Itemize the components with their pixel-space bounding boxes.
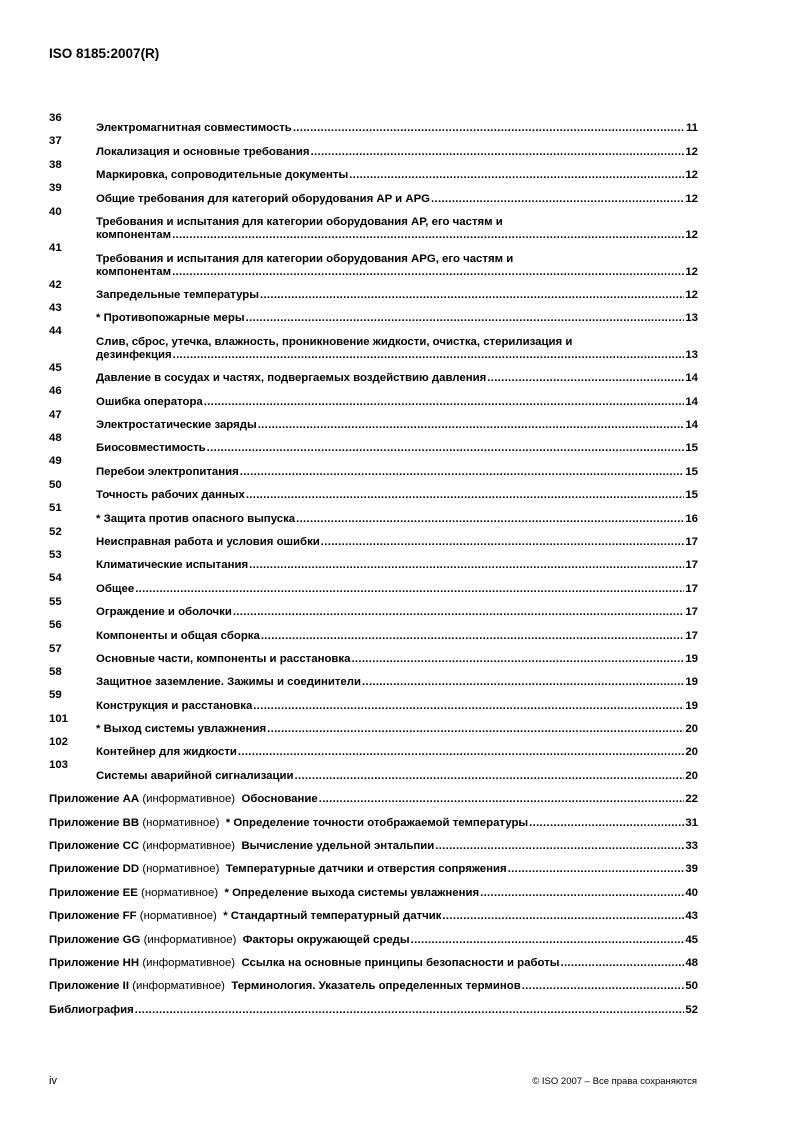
toc-entry-number: 45: [49, 361, 62, 374]
toc-entry-page: 11: [685, 122, 698, 135]
toc-entry-title: * Выход системы увлажнения: [96, 723, 267, 736]
toc-entry[interactable]: [49, 689, 698, 712]
toc-entry[interactable]: [49, 455, 698, 478]
toc-entry-number: 58: [49, 665, 62, 678]
dot-leader: [172, 266, 684, 279]
toc-entry-title: Ошибка оператора: [96, 395, 203, 408]
annex-label: Приложение II: [49, 980, 130, 993]
toc-entry-title: Локализация и основные требования: [96, 145, 310, 158]
dot-leader: [311, 146, 685, 159]
toc-entry-title-line1: Требования и испытания для категории оборудования APG, его частям и: [96, 252, 514, 265]
toc-entry-page: 12: [685, 288, 698, 301]
toc-entry-body: [96, 253, 698, 279]
annex-kind: (нормативное): [142, 816, 220, 829]
annex-title: Факторы окружающей среды: [242, 933, 410, 946]
annex-label: Приложение FF: [49, 910, 137, 923]
annex-kind: (информативное): [142, 840, 236, 853]
toc-entry[interactable]: [49, 643, 698, 666]
dot-leader: [258, 419, 685, 432]
toc-entry-page: 12: [685, 192, 698, 205]
annex-label: Приложение GG: [49, 933, 141, 946]
toc-annex-entry[interactable]: [49, 830, 698, 853]
toc-entry[interactable]: [49, 526, 698, 549]
toc-entry-number: 49: [49, 455, 62, 468]
dot-leader: [508, 863, 685, 876]
toc-entry[interactable]: [49, 409, 698, 432]
toc-entry-body: [96, 559, 698, 572]
toc-entry-body: [96, 536, 698, 549]
toc-entry-body: [96, 146, 698, 159]
toc-entry-page: 12: [685, 145, 698, 158]
toc-entry[interactable]: [49, 479, 698, 502]
toc-entry-title: Неисправная работа и условия ошибки: [96, 535, 320, 548]
bibliography-page: 52: [685, 1003, 698, 1016]
toc-entry[interactable]: [49, 666, 698, 689]
toc-entry-number: 39: [49, 182, 62, 195]
dot-leader: [207, 442, 685, 455]
toc-annex-entry[interactable]: [49, 900, 698, 923]
toc-entry-number: 55: [49, 595, 62, 608]
toc-entry-title: Ограждение и оболочки: [96, 606, 232, 619]
toc-entry-body: [96, 396, 698, 409]
toc-entry-body: [96, 653, 698, 666]
toc-entry-body: [96, 606, 698, 619]
toc-entry-title: Защитное заземление. Зажимы и соединители: [96, 676, 362, 689]
toc-entry-body: [96, 216, 698, 242]
toc-entry-number: 37: [49, 135, 62, 148]
toc-annex-entry[interactable]: [49, 947, 698, 970]
toc-entry-number: 54: [49, 572, 62, 585]
toc-entry-page: 19: [685, 676, 698, 689]
toc-annex-entry[interactable]: [49, 806, 698, 829]
toc-entry-number: 53: [49, 548, 62, 561]
toc-entry-number: 102: [49, 736, 69, 749]
dot-leader: [238, 746, 684, 759]
toc-entry-number: 44: [49, 325, 62, 338]
toc-entry-body: [96, 700, 698, 713]
document-header: ISO 8185:2007(R): [49, 46, 160, 61]
toc-line: [96, 396, 698, 409]
toc-entry-page: 15: [685, 489, 698, 502]
toc-line: [49, 957, 698, 970]
annex-page: 43: [685, 910, 698, 923]
toc-entry-number: 51: [49, 502, 62, 515]
toc-entry-page: 12: [685, 169, 698, 182]
annex-page: 31: [685, 816, 698, 829]
toc-line: [96, 266, 698, 279]
toc-entry-page: 19: [685, 652, 698, 665]
dot-leader: [172, 229, 684, 242]
toc-entry-page: 20: [685, 769, 698, 782]
toc-entry-number: 38: [49, 158, 62, 171]
toc-entry-page: 13: [685, 348, 698, 361]
annex-title: Обоснование: [241, 793, 318, 806]
dot-leader: [260, 289, 684, 302]
dot-leader: [529, 817, 684, 830]
toc-entry[interactable]: [49, 502, 698, 525]
annex-kind: (информативное): [142, 957, 236, 969]
toc-line: [96, 466, 698, 479]
toc-entry-title: Перебои электропитания: [96, 465, 239, 478]
dot-leader: [295, 770, 685, 783]
dot-leader: [411, 934, 685, 947]
toc-entry-page: 19: [685, 699, 698, 712]
toc-entry-title: Точность рабочих данных: [96, 489, 245, 502]
toc-line: [96, 630, 698, 643]
toc-entry-body: [96, 193, 698, 206]
toc-annex-entry[interactable]: [49, 970, 698, 993]
toc-entry[interactable]: [49, 549, 698, 572]
toc-annex-entry[interactable]: [49, 876, 698, 899]
toc-entry-title: * Противопожарные меры: [96, 312, 245, 325]
annex-label: Приложение ЕЕ: [49, 886, 138, 899]
toc-entry-body: [96, 746, 698, 759]
toc-entry-title: Биосовместимость: [96, 442, 206, 455]
toc-entry[interactable]: [49, 325, 698, 362]
toc-line: [96, 489, 698, 502]
annex-title: * Определение выхода системы увлажнения: [224, 886, 480, 899]
dot-leader: [173, 349, 685, 362]
toc-entry-body: [49, 840, 698, 853]
toc-line: [49, 1004, 698, 1017]
annex-label: Приложение DD: [49, 863, 140, 876]
dot-leader: [296, 513, 684, 526]
toc-line: [49, 887, 698, 900]
annex-kind: (нормативное): [139, 910, 217, 923]
annex-label: Приложение СС: [49, 840, 140, 853]
toc-line: [96, 419, 698, 432]
toc-line: [96, 442, 698, 455]
toc-entry-number: 48: [49, 432, 62, 445]
toc-entry-body: [96, 513, 698, 526]
annex-title: Температурные датчики и отверстия сопряжения: [225, 863, 507, 876]
toc-entry-title: Электростатические заряды: [96, 419, 257, 432]
bibliography-title: Библиография: [49, 1003, 134, 1016]
toc-entry-page: 15: [685, 465, 698, 478]
toc-entry-number: 46: [49, 385, 62, 398]
toc-entry-body: [49, 957, 698, 970]
toc-entry-page: 13: [685, 312, 698, 325]
toc-entry-page: 14: [685, 395, 698, 408]
toc-line: [96, 606, 698, 619]
toc-entry-number: 56: [49, 619, 62, 632]
annex-label: Приложение АА: [49, 793, 140, 806]
toc-entry-title: Запредельные температуры: [96, 288, 259, 301]
dot-leader: [561, 957, 685, 970]
toc-entry-title: Маркировка, сопроводительные документы: [96, 169, 349, 182]
toc-entry-number: 42: [49, 278, 62, 291]
toc-entry-body: [96, 122, 698, 135]
dot-leader: [253, 700, 684, 713]
toc-annex-entry[interactable]: [49, 923, 698, 946]
toc-entry-number: 59: [49, 689, 62, 702]
toc-entry-title: Конструкция и расстановка: [96, 699, 253, 712]
annex-label: Приложение НН: [49, 957, 140, 969]
toc-entry-number: 41: [49, 242, 62, 255]
toc-entry-body: [96, 336, 698, 362]
toc-entry[interactable]: [49, 736, 698, 759]
toc-entry-title: * Защита против опасного выпуска: [96, 512, 296, 525]
toc-entry-body: [96, 372, 698, 385]
toc-entry[interactable]: [49, 279, 698, 302]
toc-entry-title: Общие требования для категорий оборудования AP и APG: [96, 192, 431, 205]
dot-leader: [319, 793, 685, 806]
toc-line: [96, 122, 698, 135]
toc-line: [49, 840, 698, 853]
toc-entry-title: Контейнер для жидкости: [96, 746, 237, 759]
toc-entry-body: [96, 169, 698, 182]
toc-line: [96, 583, 698, 596]
dot-leader: [442, 910, 684, 923]
toc-entry[interactable]: [49, 362, 698, 385]
annex-page: 50: [685, 980, 698, 993]
toc-entry-body: [96, 770, 698, 783]
toc-entry[interactable]: [49, 112, 698, 135]
toc-line: [96, 653, 698, 666]
annex-kind: (нормативное): [141, 886, 219, 899]
toc-entry-page: 17: [685, 535, 698, 548]
annex-kind: (информативное): [143, 933, 237, 946]
toc-entry-number: 57: [49, 642, 62, 655]
toc-line: [49, 980, 698, 993]
toc-line: [96, 536, 698, 549]
dot-leader: [435, 840, 684, 853]
annex-page: 40: [685, 886, 698, 899]
toc-line: [96, 746, 698, 759]
toc-line: [49, 817, 698, 830]
toc-entry-page: 17: [685, 582, 698, 595]
toc-entry-body: [49, 1004, 698, 1017]
copyright-notice: © ISO 2007 – Все права сохраняются: [532, 1076, 697, 1087]
toc-entry-title: Общее: [96, 582, 135, 595]
dot-leader: [362, 676, 684, 689]
annex-label: Приложение ВВ: [49, 816, 140, 829]
dot-leader: [487, 372, 684, 385]
toc-entry-title: Компоненты и общая сборка: [96, 629, 260, 642]
toc-entry[interactable]: [49, 182, 698, 205]
dot-leader: [267, 723, 684, 736]
toc-annex-entry[interactable]: [49, 853, 698, 876]
toc-line: [49, 934, 698, 947]
annex-title: Вычисление удельной энтальпии: [241, 840, 435, 853]
toc-entry-title: Основные части, компоненты и расстановка: [96, 652, 351, 665]
toc-entry[interactable]: [49, 619, 698, 642]
toc-line: [96, 559, 698, 572]
annex-page: 48: [685, 957, 698, 969]
toc-entry-body: [49, 863, 698, 876]
toc-entry[interactable]: [49, 302, 698, 325]
toc-entry-body: [96, 419, 698, 432]
toc-entry-body: [49, 934, 698, 947]
toc-entry-body: [96, 723, 698, 736]
toc-entry-body: [96, 676, 698, 689]
toc-line: [96, 700, 698, 713]
toc-entry-title: компонентам: [96, 229, 172, 242]
toc-entry-title: компонентам: [96, 265, 172, 278]
toc-entry-page: 20: [685, 723, 698, 736]
toc-entry-body: [96, 442, 698, 455]
toc-entry-body: [96, 630, 698, 643]
dot-leader: [349, 169, 684, 182]
toc-line: [49, 863, 698, 876]
toc-entry-page: 14: [685, 372, 698, 385]
table-of-contents: [49, 112, 698, 1017]
toc-entry-body: [96, 583, 698, 596]
page-number: iv: [49, 1075, 57, 1087]
toc-line: [49, 793, 698, 806]
toc-line: [96, 770, 698, 783]
annex-page: 39: [685, 863, 698, 876]
toc-entry-body: [49, 793, 698, 806]
annex-kind: (информативное): [132, 980, 225, 993]
annex-page: 45: [685, 933, 698, 946]
toc-line: [96, 169, 698, 182]
toc-entry-body: [96, 312, 698, 325]
toc-entry[interactable]: [49, 135, 698, 158]
annex-kind: (нормативное): [142, 863, 220, 876]
toc-entry[interactable]: [49, 242, 698, 279]
toc-entry[interactable]: [49, 206, 698, 243]
toc-entry-body: [96, 489, 698, 502]
toc-line: [96, 146, 698, 159]
toc-annexes: [49, 783, 698, 994]
toc-entry[interactable]: [49, 596, 698, 619]
toc-entry-number: 36: [49, 112, 62, 124]
toc-entry-number: 101: [49, 712, 69, 725]
annex-title: Терминология. Указатель определенных терминов: [231, 980, 521, 993]
dot-leader: [246, 312, 685, 325]
toc-line: [49, 910, 698, 923]
toc-line: [96, 229, 698, 242]
toc-entry[interactable]: [49, 432, 698, 455]
dot-leader: [522, 980, 685, 993]
dot-leader: [293, 122, 685, 135]
toc-entry-body: [49, 980, 698, 993]
dot-leader: [233, 606, 684, 619]
toc-entry-page: 17: [685, 559, 698, 572]
toc-entry[interactable]: [49, 159, 698, 182]
toc-entry[interactable]: [49, 385, 698, 408]
dot-leader: [351, 653, 684, 666]
dot-leader: [240, 466, 685, 479]
toc-entry[interactable]: [49, 713, 698, 736]
dot-leader: [135, 583, 684, 596]
toc-entry-number: 40: [49, 205, 62, 218]
toc-entry-title: Климатические испытания: [96, 559, 249, 572]
toc-entry-page: 20: [685, 746, 698, 759]
toc-entry-body: [49, 817, 698, 830]
dot-leader: [321, 536, 685, 549]
toc-entry-body: [49, 910, 698, 923]
toc-entry-body: [49, 887, 698, 900]
annex-title: Ссылка на основные принципы безопасности и работы: [241, 957, 560, 969]
toc-sections: [49, 112, 698, 783]
toc-entry-number: 50: [49, 478, 62, 491]
annex-page: 33: [685, 840, 698, 853]
toc-entry-page: 17: [685, 629, 698, 642]
toc-entry-page: 17: [685, 606, 698, 619]
annex-title: * Стандартный температурный датчик: [223, 910, 442, 923]
toc-line: [96, 193, 698, 206]
toc-bibliography[interactable]: [49, 993, 698, 1016]
annex-kind: (информативное): [142, 793, 236, 806]
toc-entry-title: Давление в сосудах и частях, подвергаемых воздействию давления: [96, 372, 487, 385]
dot-leader: [249, 559, 684, 572]
toc-entry-body: [96, 289, 698, 302]
dot-leader: [135, 1004, 685, 1017]
toc-entry-title-line1: Требования и испытания для категории оборудования АР, его частям и: [96, 216, 503, 229]
toc-line: [96, 513, 698, 526]
toc-line: [96, 723, 698, 736]
toc-entry-number: 43: [49, 301, 62, 314]
toc-entry[interactable]: [49, 572, 698, 595]
toc-line: [96, 312, 698, 325]
annex-page: 22: [685, 793, 698, 806]
dot-leader: [204, 396, 685, 409]
dot-leader: [431, 193, 684, 206]
toc-entry-title: дезинфекция: [96, 348, 172, 361]
dot-leader: [261, 630, 685, 643]
dot-leader: [246, 489, 685, 502]
toc-entry-body: [96, 466, 698, 479]
toc-entry-number: 103: [49, 759, 69, 772]
toc-line: [96, 289, 698, 302]
toc-entry-page: 14: [685, 419, 698, 432]
toc-entry-title-line1: Слив, сброс, утечка, влажность, проникновение жидкости, очистка, стерилизация и: [96, 335, 573, 348]
toc-entry-number: 52: [49, 525, 62, 538]
toc-line: [96, 349, 698, 362]
toc-line: [96, 676, 698, 689]
toc-entry-page: 16: [685, 512, 698, 525]
toc-entry-title: Системы аварийной сигнализации: [96, 769, 294, 782]
toc-entry-page: 12: [685, 229, 698, 242]
dot-leader: [480, 887, 684, 900]
toc-annex-entry[interactable]: [49, 783, 698, 806]
toc-entry-number: 47: [49, 408, 62, 421]
toc-entry-page: 15: [685, 442, 698, 455]
toc-entry-title: Электромагнитная совместимость: [96, 122, 292, 135]
toc-line: [96, 372, 698, 385]
toc-entry-page: 12: [685, 265, 698, 278]
toc-entry[interactable]: [49, 759, 698, 782]
annex-title: * Определение точности отображаемой температуры: [225, 816, 529, 829]
